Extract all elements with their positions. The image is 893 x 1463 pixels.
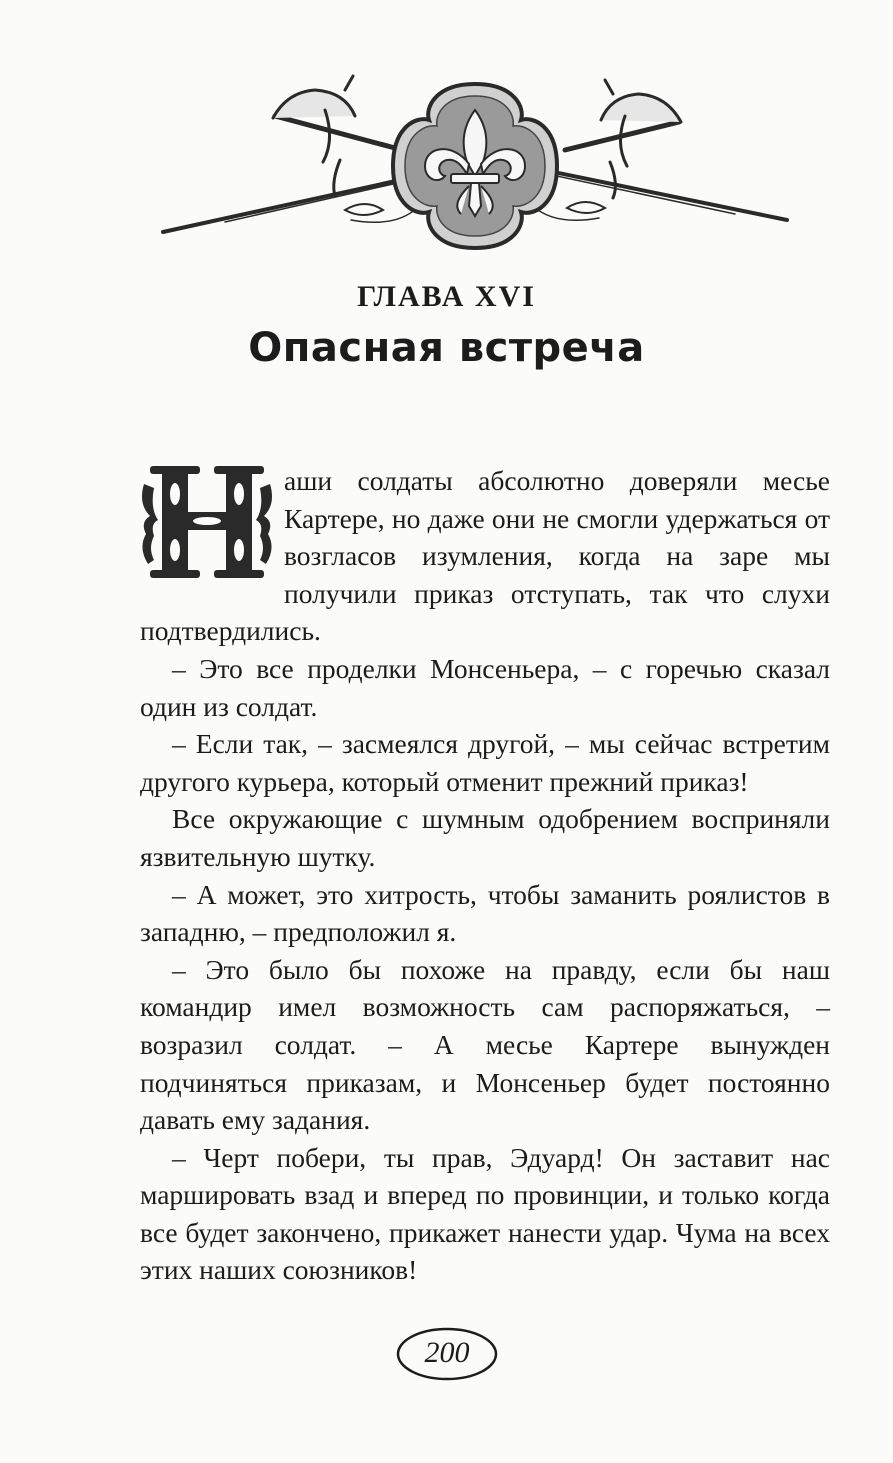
paragraph: – А может, это хитрость, чтобы заманить роялистов в западню, – предположил я. — [140, 878, 830, 948]
chapter-title: Опасная встреча — [248, 325, 645, 371]
body-text — [140, 462, 830, 1289]
paragraph: – Это было бы похоже на правду, если бы наш командир имел возможность сам распоряжаться, – возразил солдат. – А месье Картере вынужден подчиняться приказам, и Монсеньер будет постоянно давать ему задания. — [140, 953, 830, 1136]
chapter-number: ГЛАВА XVI — [357, 280, 536, 313]
paragraph: – Это все проделки Монсеньера, – с горечью сказал один из солдат. — [140, 652, 830, 722]
paragraph: – Если так, – засмеялся другой, – мы сейчас встретим другого курьера, который отменит прежний приказ! — [140, 728, 830, 797]
paragraph: – Черт побери, ты прав, Эдуард! Он заставит нас маршировать взад и вперед по провинции, и только когда все будет закончено, прикажет нанести удар. Чума на всех этих наших союзников! — [140, 1141, 830, 1286]
page-number-badge — [395, 1326, 499, 1382]
paragraph: Все окружающие с шумным одобрением восприняли язвительную шутку. — [140, 803, 830, 872]
drop-cap — [140, 464, 274, 580]
page-number: 200 — [424, 1336, 470, 1369]
fleur-de-lis-crossed-swords-icon — [155, 70, 795, 260]
paragraph: аши солдаты абсолютно доверяли месье Картере, но даже они не смогли удержаться от возгласов изумления, когда на заре мы получили приказ отступать, так что слухи подтвердились. — [140, 465, 830, 647]
